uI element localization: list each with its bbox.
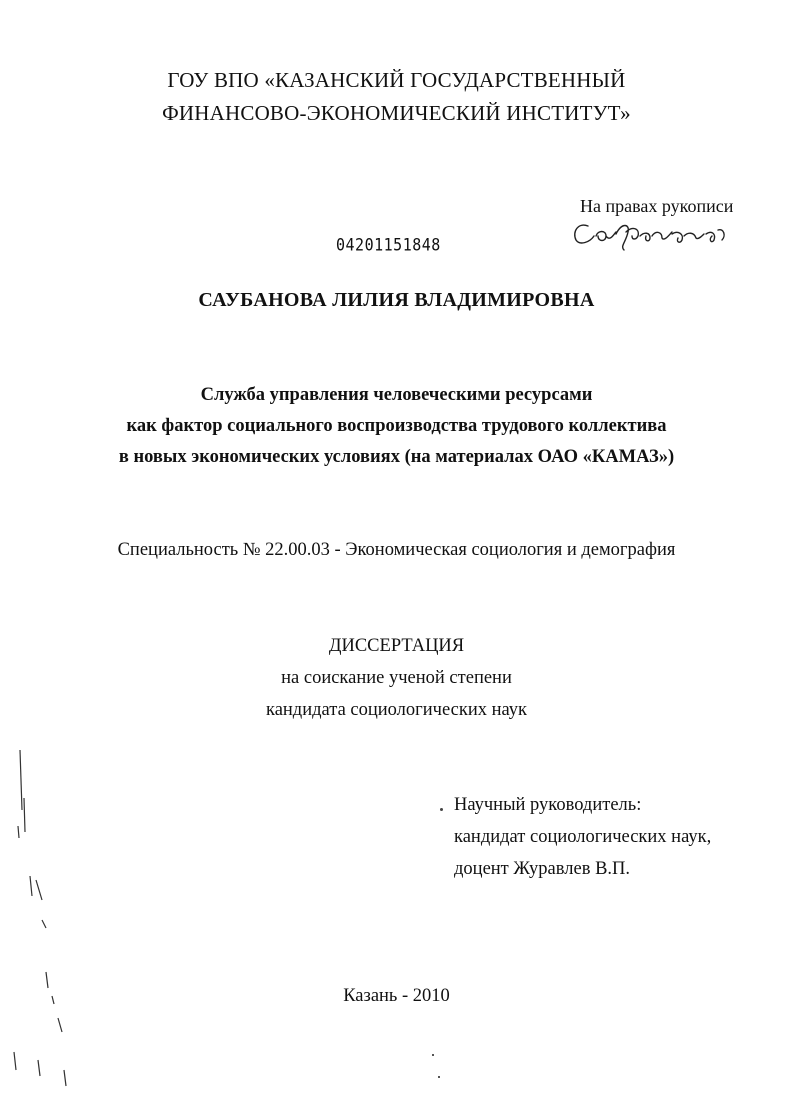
dissertation-line-1: на соискание ученой степени: [281, 668, 512, 688]
scan-mark: [58, 1018, 62, 1032]
place-year: Казань - 2010: [343, 986, 450, 1006]
scan-mark: [30, 876, 32, 896]
title-line-3: в новых экономических условиях (на материалах ОАО «КАМАЗ»): [118, 447, 675, 467]
manuscript-note: На правах рукописи: [580, 196, 734, 216]
signature-stroke-4: [640, 232, 672, 241]
institution-line-1: ГОУ ВПО «КАЗАНСКИЙ ГОСУДАРСТВЕННЫЙ: [167, 68, 626, 92]
scan-dot: [438, 1076, 440, 1078]
supervisor-name: доцент Журавлев В.П.: [454, 859, 631, 879]
scan-mark: [52, 996, 54, 1004]
registration-number: 04201151848: [336, 235, 441, 255]
institution-line-2: ФИНАНСОВО-ЭКОНОМИЧЕСКИЙ ИНСТИТУТ»: [162, 101, 631, 125]
scan-mark: [38, 1060, 40, 1076]
scan-dot: [440, 808, 443, 811]
signature-stroke-2: [596, 232, 616, 241]
scan-mark: [14, 1052, 16, 1070]
signature-stroke-3: [616, 226, 638, 251]
supervisor-degree: кандидат социологических наук,: [454, 827, 712, 847]
scan-mark: [24, 798, 25, 832]
signature-stroke-6: [706, 230, 724, 242]
specialty: Специальность № 22.00.03 - Экономическая социология и демография: [117, 540, 676, 560]
signature-stroke-5: [672, 232, 704, 242]
scan-mark: [64, 1070, 66, 1086]
scan-mark: [18, 826, 19, 838]
title-line-1: Служба управления человеческими ресурсами: [200, 385, 593, 405]
author-name: САУБАНОВА ЛИЛИЯ ВЛАДИМИРОВНА: [198, 289, 595, 311]
title-line-2: как фактор социального воспроизводства трудового коллектива: [126, 416, 667, 436]
scan-mark: [46, 972, 48, 988]
signature-image: [566, 212, 756, 254]
dissertation-heading: ДИССЕРТАЦИЯ: [328, 636, 465, 656]
supervisor-label: Научный руководитель:: [454, 795, 642, 815]
scan-dot: [432, 1054, 434, 1056]
scan-mark: [36, 880, 42, 900]
margin-scan-marks: [0, 740, 80, 1093]
scan-mark: [42, 920, 46, 928]
signature-stroke-1: [575, 225, 594, 243]
scan-mark: [20, 750, 22, 810]
dissertation-line-2: кандидата социологических наук: [265, 700, 528, 720]
